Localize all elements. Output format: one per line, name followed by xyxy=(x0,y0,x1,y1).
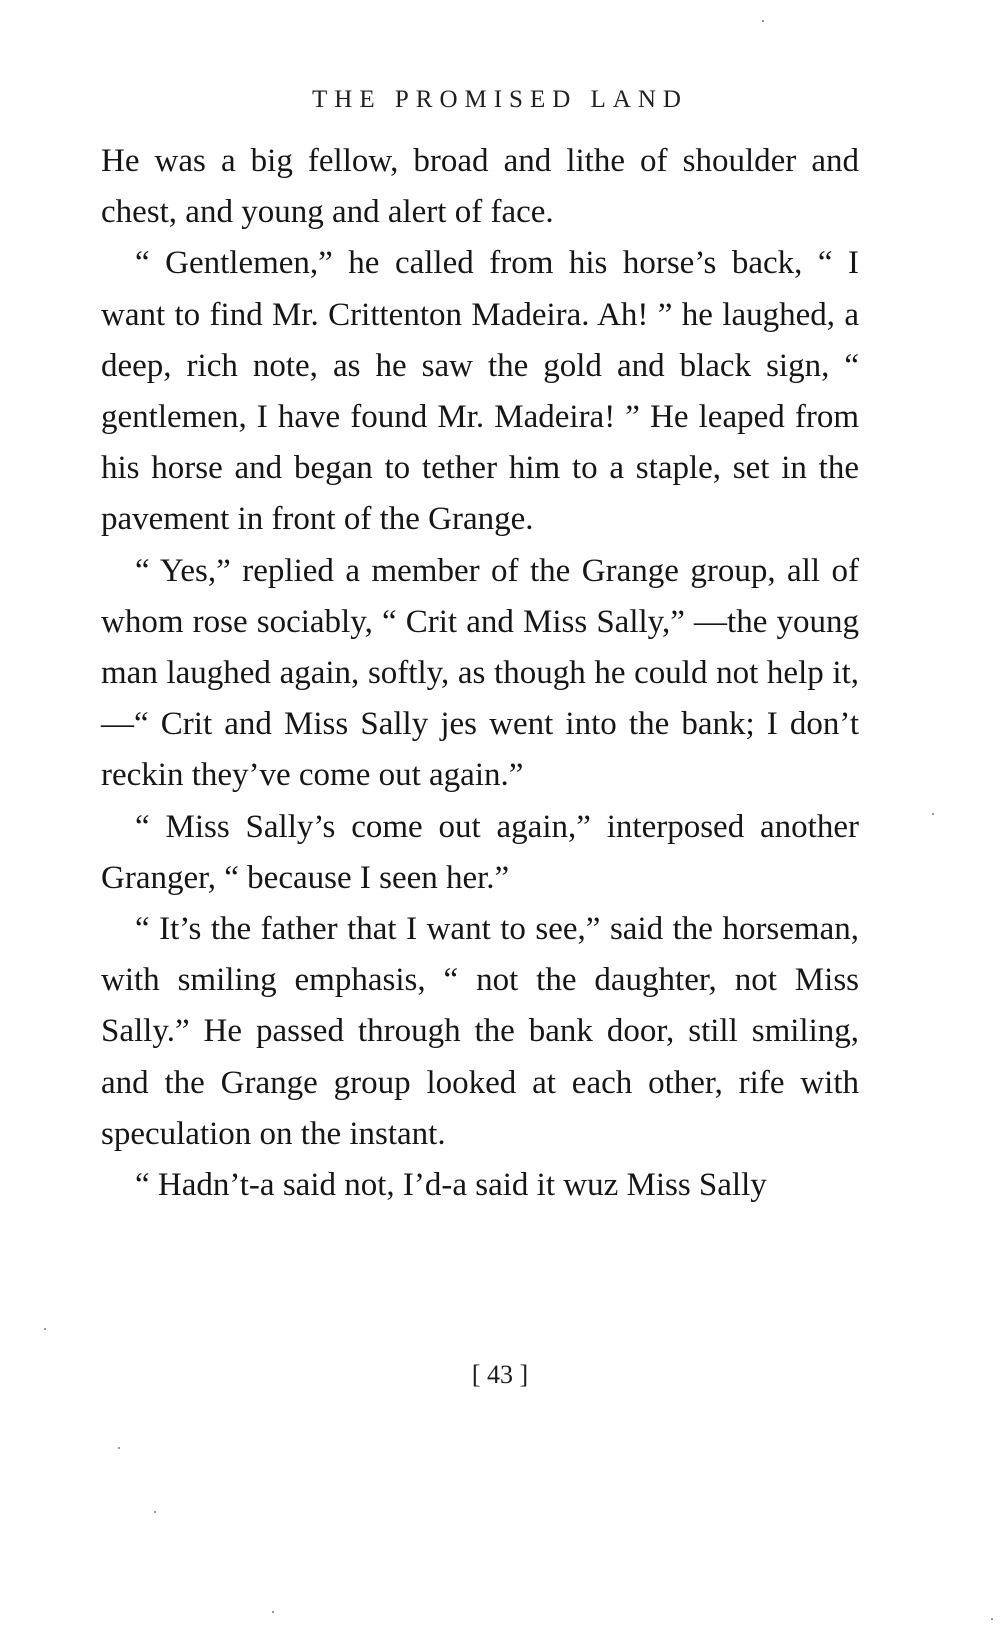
paragraph-6: “ Hadn’t-a said not, I’d-a said it wuz Miss Sally xyxy=(135,1167,767,1204)
paper-speck xyxy=(44,1328,46,1330)
paragraph-3: “ Yes,” replied a member of the Grange group, all of whom rose sociably, “ Crit and Miss Sally,” —the young man laughed again, softly, as though he could not help it,—“ Crit and Miss Sally jes went into the bank; I don’t reckin they’ve come out again.” xyxy=(101,552,859,794)
paragraph-1: He was a big fellow, broad and lithe of shoulder and chest, and young and alert of face. xyxy=(101,143,859,231)
paper-speck xyxy=(154,1511,156,1513)
paper-speck xyxy=(991,1618,993,1620)
body-text xyxy=(101,136,859,1211)
paragraph-5: “ It’s the father that I want to see,” said the horseman, with smiling emphasis, “ not the daughter, not Miss Sally.” He passed through the bank door, still smiling, and the Grange group looked at each other, rife with speculation on the instant. xyxy=(101,911,859,1152)
paper-speck xyxy=(272,1611,274,1613)
paper-speck xyxy=(118,1447,120,1449)
paragraph-2: “ Gentlemen,” he called from his horse’s back, “ I want to find Mr. Crittenton Madeira. Ah! ” he laughed, a deep, rich note, as he saw the gold and black sign, “ gentlemen, I have found Mr. Madeira! ” He leaped from his horse and began to tether him to a staple, set in the pavement in front of the Grange. xyxy=(101,245,859,538)
paper-speck xyxy=(762,20,764,22)
paper-speck xyxy=(932,813,934,815)
paragraph-4: “ Miss Sally’s come out again,” interposed another Granger, “ because I seen her.” xyxy=(101,808,859,896)
page-number: [ 43 ] xyxy=(471,1360,529,1389)
running-head: THE PROMISED LAND xyxy=(312,86,688,113)
